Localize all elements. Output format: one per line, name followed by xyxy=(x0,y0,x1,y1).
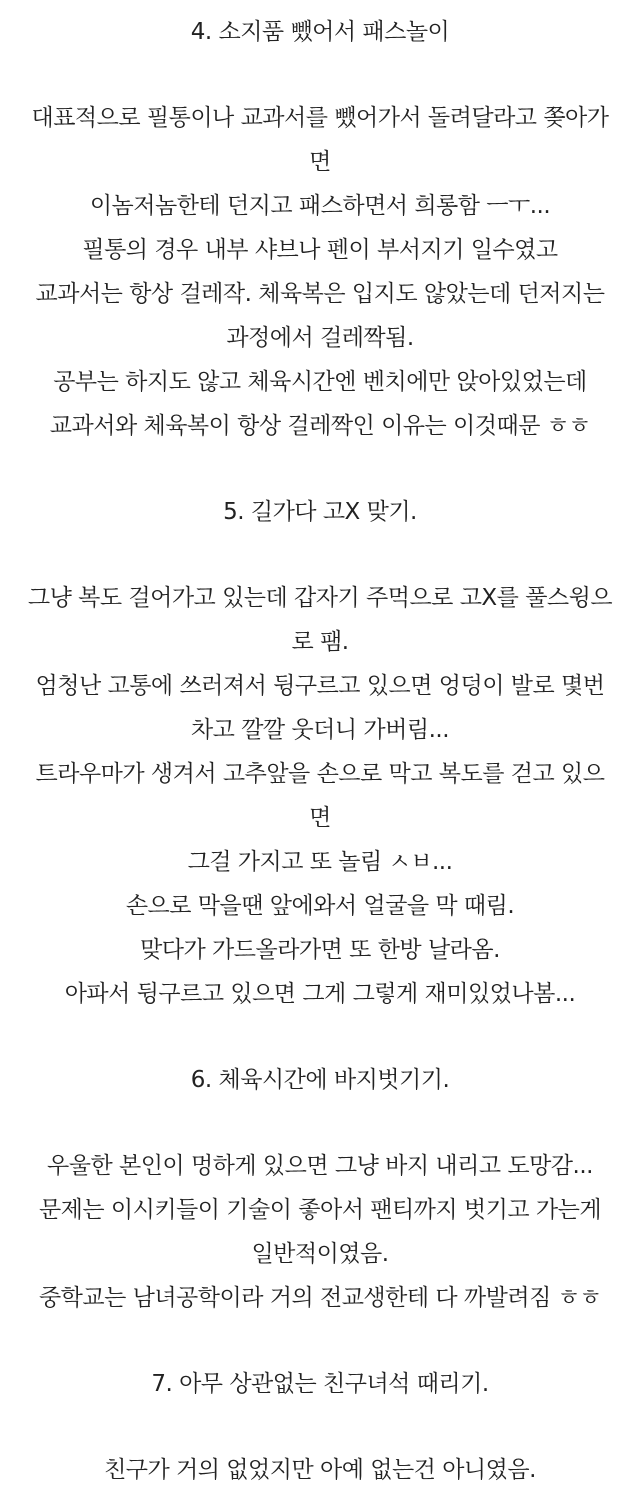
body-line: 일반적이였음. xyxy=(251,1241,389,1267)
spacer xyxy=(0,1102,640,1144)
spacer xyxy=(0,1320,640,1362)
body-line: 맞다가 가드올라가면 또 한방 날라옴. xyxy=(140,937,500,963)
body-line: 우울한 본인이 멍하게 있으면 그냥 바지 내리고 도망감... xyxy=(47,1153,593,1179)
section-heading: 6. 체육시간에 바지벗기기. xyxy=(190,1067,450,1093)
section-5 xyxy=(0,490,640,1016)
body-line: 손으로 막을땐 앞에와서 얼굴을 막 때림. xyxy=(125,893,515,919)
body-line: 교과서는 항상 걸레작. 체육복은 입지도 않았는데 던저지는 xyxy=(35,281,605,307)
section-heading: 7. 아무 상관없는 친구녀석 때리기. xyxy=(151,1371,489,1397)
spacer xyxy=(0,1406,640,1448)
section-heading: 5. 길가다 고X 맞기. xyxy=(223,499,417,525)
section-heading: 4. 소지품 뺐어서 패스놀이 xyxy=(190,19,450,45)
spacer xyxy=(0,54,640,96)
body-line: 아파서 뒹구르고 있으면 그게 그렇게 재미있었나봄... xyxy=(64,981,576,1007)
body-line: 과정에서 걸레짝됨. xyxy=(226,325,414,351)
spacer xyxy=(0,534,640,576)
section-4 xyxy=(0,10,640,448)
body-line: 차고 깔깔 웃더니 가버림... xyxy=(190,717,450,743)
body-line: 면 xyxy=(309,149,331,175)
body-line: 중학교는 남녀공학이라 거의 전교생한테 다 까발려짐 ㅎㅎ xyxy=(38,1285,602,1311)
body-line: 문제는 이시키들이 기술이 좋아서 팬티까지 벗기고 가는게 xyxy=(38,1197,602,1223)
body-line: 그걸 가지고 또 놀림 ㅅㅂ... xyxy=(187,849,453,875)
body-line: 트라우마가 생겨서 고추앞을 손으로 막고 복도를 걷고 있으 xyxy=(35,761,605,787)
body-line: 친구가 거의 없었지만 아예 없는건 아니였음. xyxy=(104,1457,536,1483)
spacer xyxy=(0,448,640,490)
body-line: 대표적으로 필통이나 교과서를 뺐어가서 돌려달라고 쫒아가 xyxy=(31,105,609,131)
section-7 xyxy=(0,1362,640,1492)
body-line: 면 xyxy=(309,805,331,831)
body-line: 공부는 하지도 않고 체육시간엔 벤치에만 앉아있었는데 xyxy=(53,369,587,395)
spacer xyxy=(0,1016,640,1058)
body-line: 필통의 경우 내부 샤브나 펜이 부서지기 일수였고 xyxy=(82,237,558,263)
body-line: 엄청난 고통에 쓰러져서 뒹구르고 있으면 엉덩이 발로 몇번 xyxy=(35,673,605,699)
body-line: 이놈저놈한테 던지고 패스하면서 희롱함 ㅡㅜ... xyxy=(89,193,551,219)
body-line: 그냥 복도 걸어가고 있는데 갑자기 주먹으로 고X를 풀스윙으 xyxy=(27,585,613,611)
top-spacing xyxy=(0,0,640,10)
body-line: 로 팸. xyxy=(291,629,349,655)
body-line: 교과서와 체육복이 항상 걸레짝인 이유는 이것때문 ㅎㅎ xyxy=(49,413,591,439)
